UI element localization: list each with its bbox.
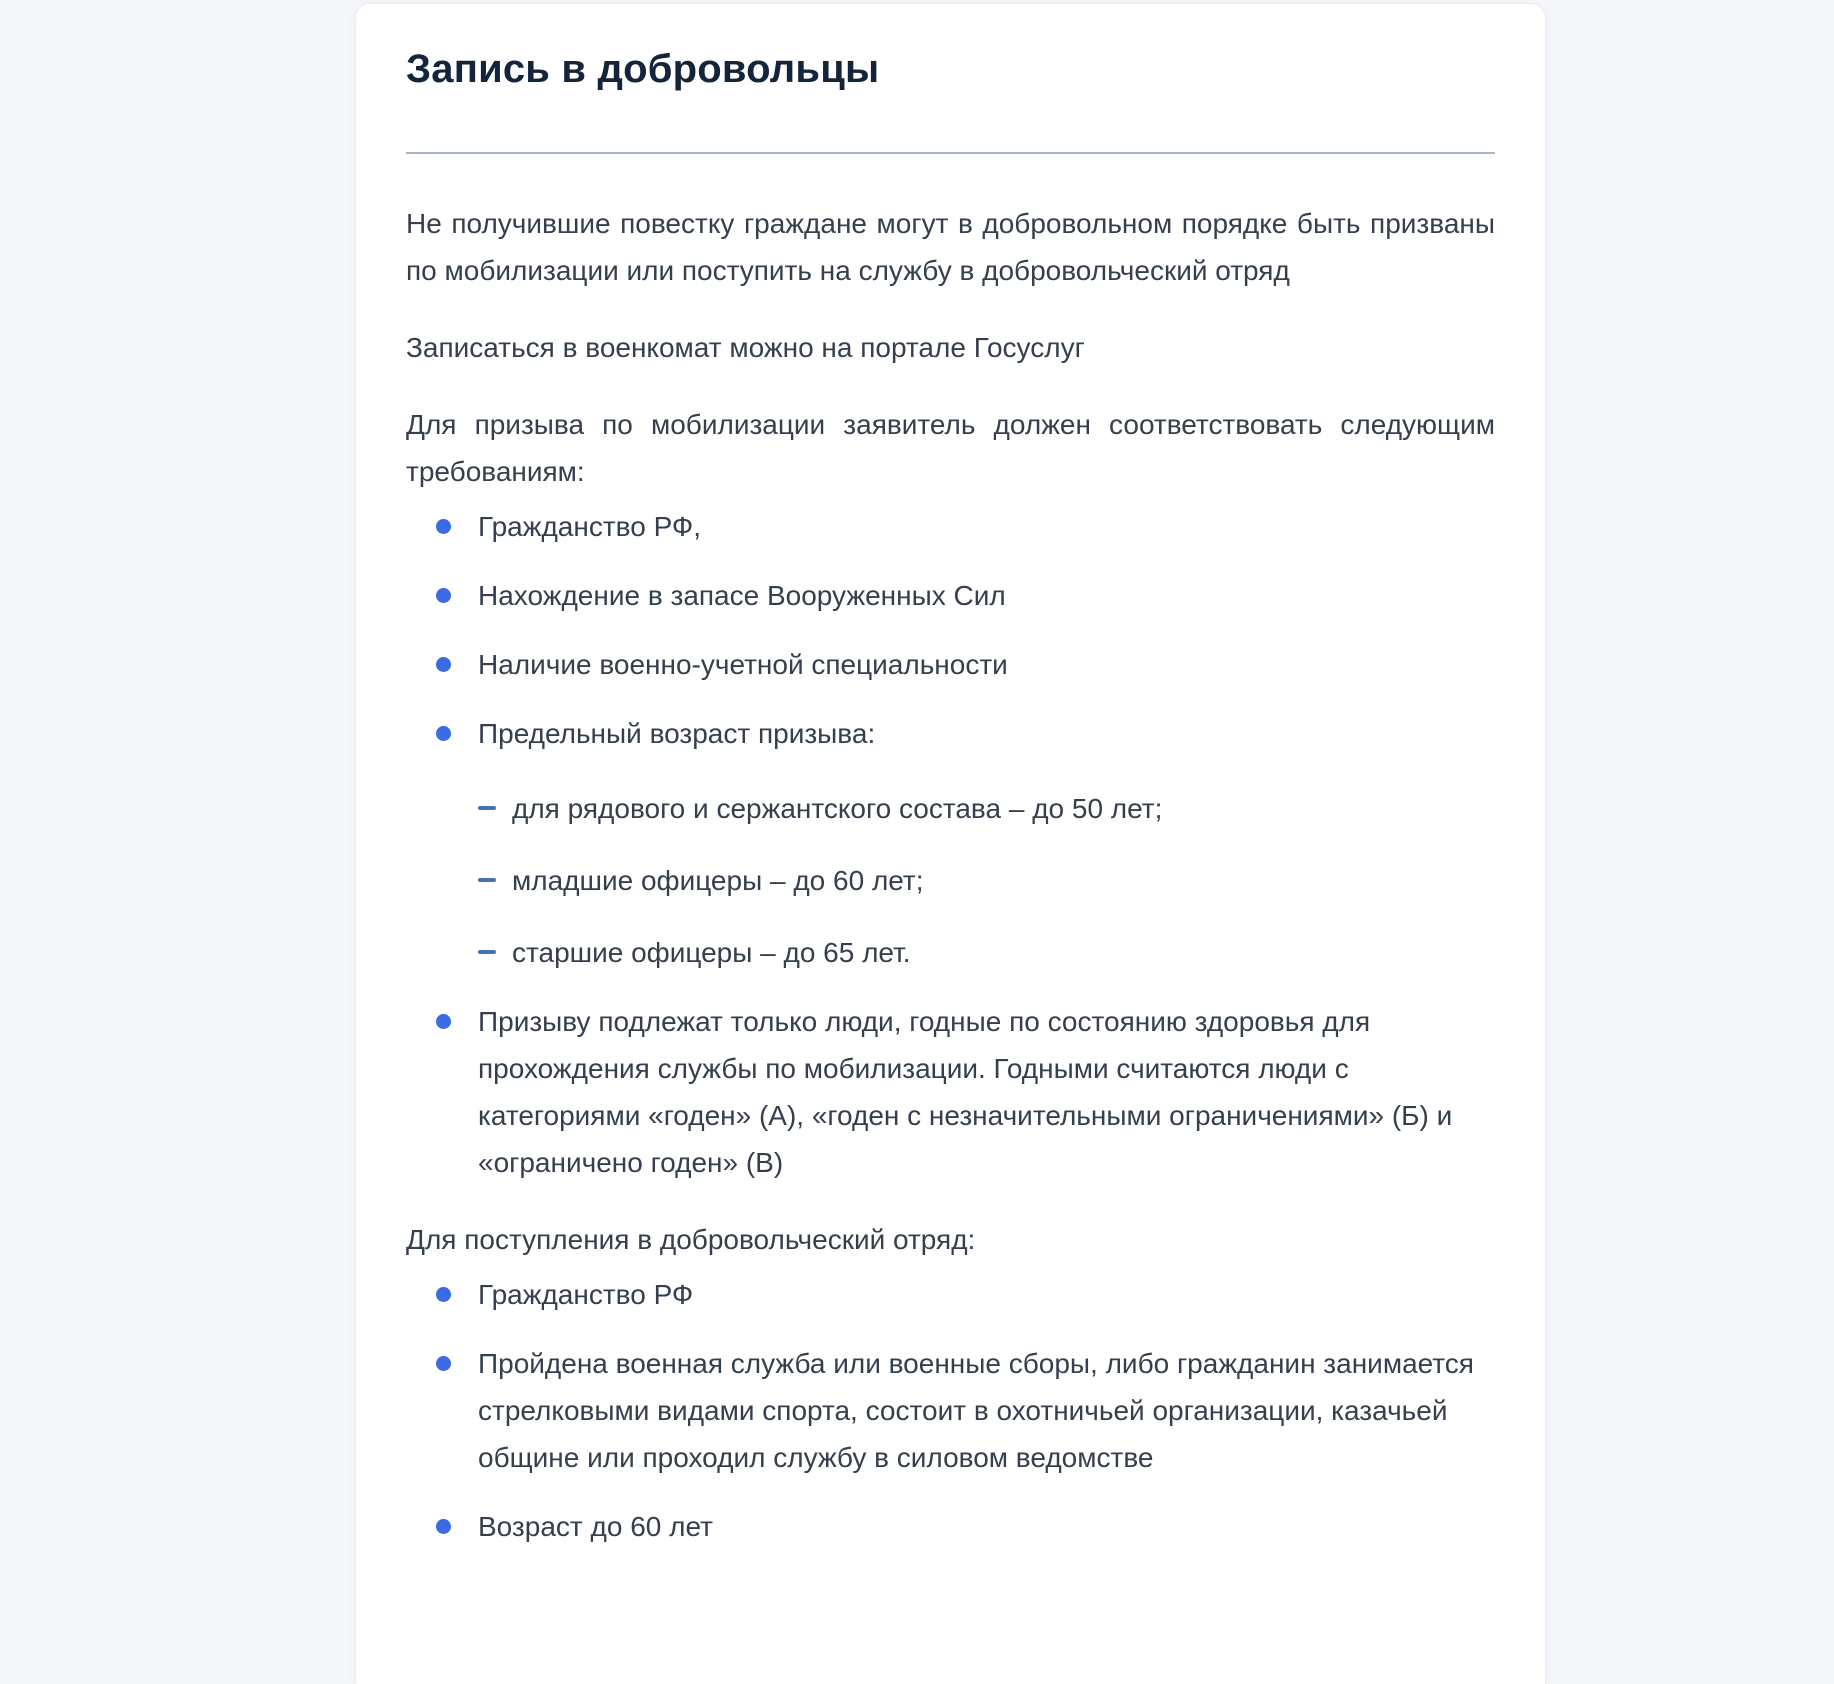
dash-icon — [478, 878, 496, 882]
bullet-icon — [436, 1519, 451, 1534]
list-item — [406, 1503, 1495, 1550]
volunteer-intro-paragraph: Для поступления в добровольческий отряд: — [406, 1224, 976, 1255]
list-item-text: Возраст до 60 лет — [478, 1511, 713, 1542]
mobilization-intro-paragraph: Для призыва по мобилизации заявитель должен соответствовать следующим требованиям: — [406, 409, 1495, 487]
list-item — [406, 572, 1495, 619]
bullet-icon — [436, 1014, 451, 1029]
sublist-item — [478, 785, 1495, 832]
mobilization-requirements-list — [406, 503, 1495, 1186]
list-item — [406, 1271, 1495, 1318]
sublist-item — [478, 857, 1495, 904]
sublist-item — [478, 929, 1495, 976]
list-item-text: Наличие военно-учетной специальности — [478, 649, 1008, 680]
list-item — [406, 1340, 1495, 1481]
dash-icon — [478, 950, 496, 954]
bullet-icon — [436, 1356, 451, 1371]
list-item-text: Пройдена военная служба или военные сборы, либо гражданин занимается стрелковыми видами спорта, состоит в охотничьей организации, казачьей общине или проходил службу в силовом ведомстве — [478, 1348, 1474, 1473]
list-item-text: Гражданство РФ, — [478, 511, 702, 542]
list-item-text: Гражданство РФ — [478, 1279, 694, 1310]
age-limits-sublist — [478, 785, 1495, 976]
content-card — [356, 4, 1545, 1684]
list-item — [406, 710, 1495, 976]
bullet-icon — [436, 1287, 451, 1302]
title-divider — [406, 152, 1495, 154]
list-item-text: Призыву подлежат только люди, годные по состоянию здоровья для прохождения службы по мобилизации. Годными считаются люди с категориями «годен» (А), «годен с незначительными ограничениями» (Б) и «ограничено годен» (В) — [478, 1006, 1453, 1178]
bullet-icon — [436, 657, 451, 672]
bullet-icon — [436, 588, 451, 603]
list-item — [406, 998, 1495, 1186]
sublist-item-text: младшие офицеры – до 60 лет; — [512, 865, 924, 896]
dash-icon — [478, 806, 496, 810]
page-title: Запись в добровольцы — [406, 47, 880, 91]
list-item-text: Нахождение в запасе Вооруженных Сил — [478, 580, 1006, 611]
bullet-icon — [436, 519, 451, 534]
sublist-item-text: для рядового и сержантского состава – до 50 лет; — [512, 793, 1163, 824]
list-item — [406, 641, 1495, 688]
list-item-text: Предельный возраст призыва: — [478, 718, 876, 749]
sublist-item-text: старшие офицеры – до 65 лет. — [512, 937, 911, 968]
intro-paragraph: Не получившие повестку граждане могут в добровольном порядке быть призваны по мобилизации или поступить на службу в добровольческий отряд — [406, 208, 1495, 286]
volunteer-requirements-list — [406, 1271, 1495, 1550]
signup-paragraph: Записаться в военкомат можно на портале Госуслуг — [406, 332, 1085, 363]
bullet-icon — [436, 726, 451, 741]
list-item — [406, 503, 1495, 550]
